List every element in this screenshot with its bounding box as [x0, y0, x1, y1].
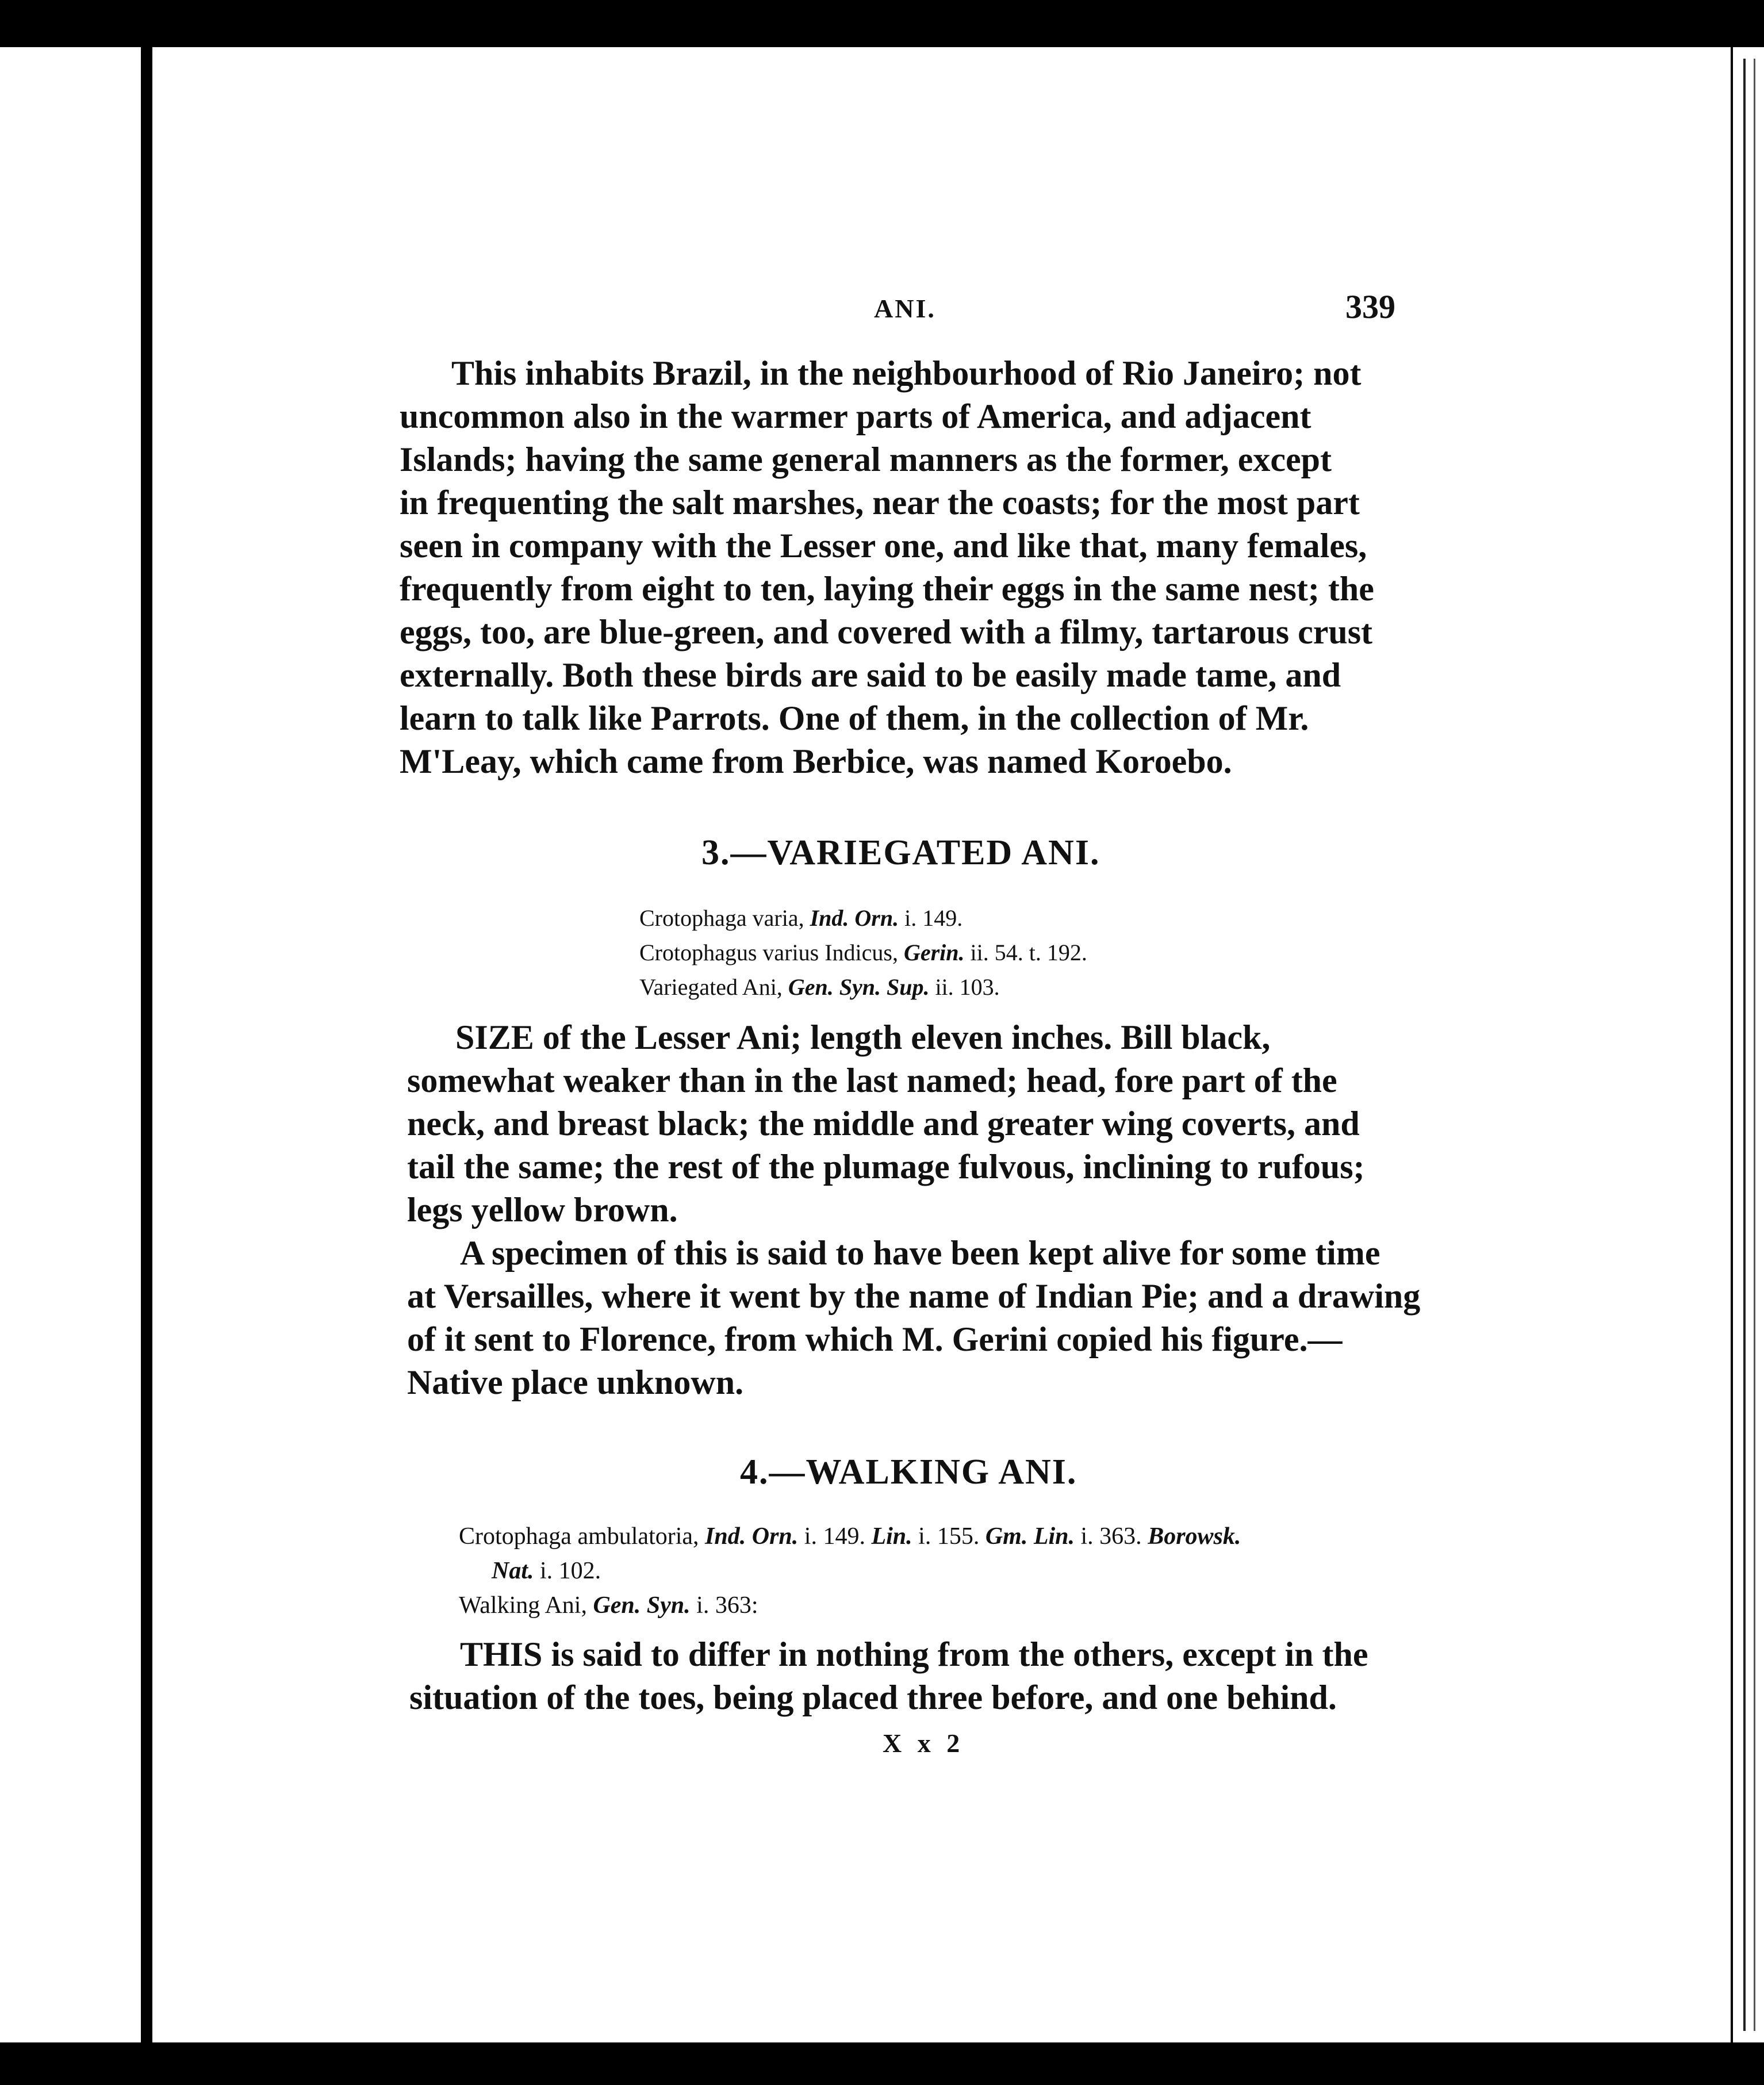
signature-mark: X x 2 — [883, 1728, 965, 1758]
synonym-line: Crotophaga ambulatoria, Ind. Orn. i. 149. Lin. i. 155. Gm. Lin. i. 363. Borowsk. — [459, 1523, 1241, 1550]
text-line: at Versailles, where it went by the name of Indian Pie; and a drawing — [407, 1277, 1421, 1315]
scan-border — [0, 2042, 1764, 2085]
text-line: externally. Both these birds are said to be easily made tame, and — [400, 656, 1341, 694]
text-line: legs yellow brown. — [407, 1191, 678, 1229]
page-stack-edge — [1731, 47, 1764, 2042]
section-title: 4.—WALKING ANI. — [740, 1452, 1077, 1492]
text-line: This inhabits Brazil, in the neighbourhood of Rio Janeiro; not — [451, 354, 1362, 392]
text-line: somewhat weaker than in the last named; head, fore part of the — [407, 1061, 1337, 1099]
synonym-line: Walking Ani, Gen. Syn. i. 363: — [459, 1592, 758, 1619]
text-line: uncommon also in the warmer parts of America, and adjacent — [400, 397, 1312, 435]
text-line: SIZE of the Lesser Ani; length eleven inches. Bill black, — [455, 1018, 1271, 1056]
section-title: 3.—VARIEGATED ANI. — [701, 833, 1100, 872]
text-line: M'Leay, which came from Berbice, was named Koroebo. — [400, 742, 1232, 780]
synonym-line: Variegated Ani, Gen. Syn. Sup. ii. 103. — [639, 974, 1000, 1000]
page-number: 339 — [1345, 288, 1395, 325]
running-head: ANI. — [874, 294, 936, 323]
text-line: eggs, too, are blue-green, and covered with a filmy, tartarous crust — [400, 613, 1373, 651]
text-line: seen in company with the Lesser one, and like that, many females, — [400, 527, 1367, 565]
text-line: situation of the toes, being placed three before, and one behind. — [409, 1678, 1337, 1716]
text-line: A specimen of this is said to have been kept alive for some time — [460, 1234, 1380, 1272]
facing-page-edge — [0, 47, 141, 2042]
text-line: neck, and breast black; the middle and greater wing coverts, and — [407, 1105, 1360, 1143]
synonym-line: Nat. i. 102. — [492, 1558, 601, 1584]
text-line: Islands; having the same general manners as the former, except — [400, 440, 1332, 478]
text-line: frequently from eight to ten, laying their eggs in the same nest; the — [400, 570, 1374, 608]
gutter — [141, 47, 152, 2042]
text-line: in frequenting the salt marshes, near the coasts; for the most part — [400, 484, 1360, 522]
synonym-line: Crotophagus varius Indicus, Gerin. ii. 54. t. 192. — [639, 940, 1087, 965]
text-line: of it sent to Florence, from which M. Gerini copied his figure.— — [407, 1320, 1343, 1358]
text-line: Native place unknown. — [407, 1363, 744, 1401]
text-line: learn to talk like Parrots. One of them, in the collection of Mr. — [400, 699, 1309, 737]
synonym-line: Crotophaga varia, Ind. Orn. i. 149. — [639, 905, 963, 931]
text-line: THIS is said to differ in nothing from the others, except in the — [460, 1635, 1368, 1673]
text-line: tail the same; the rest of the plumage fulvous, inclining to rufous; — [407, 1148, 1365, 1186]
